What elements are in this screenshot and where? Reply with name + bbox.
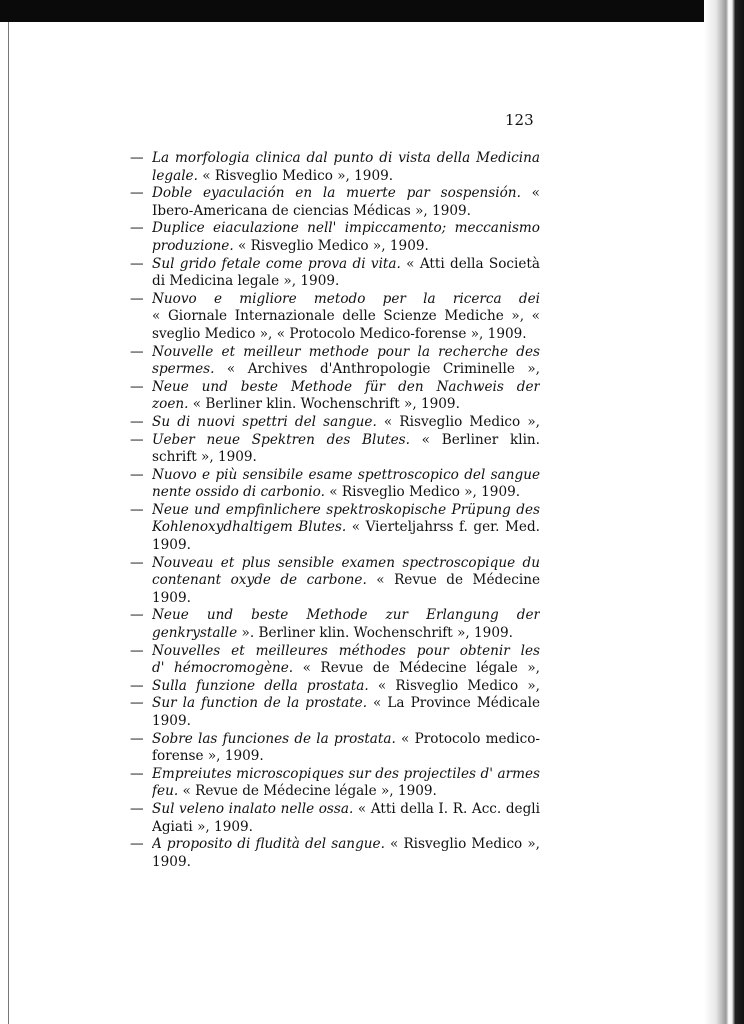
bibliography-entry xyxy=(130,607,542,642)
entry-text xyxy=(152,555,540,573)
entry-title: nente ossido di carbonio. xyxy=(152,484,325,501)
entry-line xyxy=(130,695,542,713)
entry-source: « Berliner klin. xyxy=(421,431,540,448)
entry-text xyxy=(152,731,540,749)
entry-title: Sobre las funciones de la prostata. xyxy=(152,730,396,747)
entry-title: Empreiutes microscopiques sur des projectiles d' armes xyxy=(152,765,540,782)
entry-line xyxy=(130,713,542,731)
entry-text xyxy=(152,396,540,414)
entry-text xyxy=(152,150,540,168)
entry-line xyxy=(130,660,542,678)
bibliography-entry xyxy=(130,379,542,414)
entry-title: Nouvelle et meilleur methode pour la recherche des xyxy=(152,343,540,360)
entry-text xyxy=(152,344,540,362)
entry-line xyxy=(130,256,542,274)
entry-title: zoen. xyxy=(152,396,189,413)
entry-text xyxy=(152,379,540,397)
page-number: 123 xyxy=(505,111,534,129)
entry-source: « Revue de Médecine xyxy=(376,572,540,589)
entry-source: « Risveglio Medico », xyxy=(384,836,540,853)
entry-text xyxy=(152,449,540,467)
entry-line xyxy=(130,502,542,520)
entry-text xyxy=(152,854,540,872)
entry-text xyxy=(152,783,540,801)
entry-line xyxy=(130,150,542,168)
entry-source: forense », 1909. xyxy=(152,748,264,765)
entry-title: Nuovo e migliore metodo per la ricerca dei xyxy=(152,290,540,307)
bibliography-entry xyxy=(130,256,542,291)
bibliography-entry xyxy=(130,291,542,344)
entry-dash: — xyxy=(130,800,144,817)
entry-dash: — xyxy=(130,677,144,694)
entry-dash: — xyxy=(130,378,144,395)
entry-title: produzione. xyxy=(152,237,234,254)
entry-line xyxy=(130,590,542,608)
entry-title: legale. xyxy=(152,167,198,184)
entry-title: Neue und empfinlichere spektroskopische Prüpung des xyxy=(152,501,540,518)
bibliography-entry xyxy=(130,555,542,608)
entry-line xyxy=(130,379,542,397)
entry-source: Agiati », 1909. xyxy=(152,818,253,835)
entry-title: Nouveau et plus sensible examen spectroscopique du xyxy=(152,554,540,571)
entry-line xyxy=(130,467,542,485)
entry-source: « Atti della I. R. Acc. degli xyxy=(353,800,540,817)
entry-line xyxy=(130,748,542,766)
bibliography-entry xyxy=(130,643,542,678)
entry-dash: — xyxy=(130,220,144,237)
entry-text xyxy=(152,572,540,590)
entry-text xyxy=(152,220,540,238)
entry-line xyxy=(130,678,542,696)
bibliography-entry xyxy=(130,731,542,766)
entry-line xyxy=(130,643,542,661)
entry-line xyxy=(130,537,542,555)
bibliography-entry xyxy=(130,414,542,432)
entry-text xyxy=(152,836,540,854)
entry-line xyxy=(130,203,542,221)
entry-text xyxy=(152,502,540,520)
entry-source: 1909. xyxy=(152,537,191,554)
entry-dash: — xyxy=(130,150,144,166)
bibliography-list xyxy=(130,150,542,871)
entry-source: « xyxy=(531,185,540,202)
entry-dash: — xyxy=(130,185,144,202)
entry-text xyxy=(152,273,540,291)
bibliography-entry xyxy=(130,150,542,185)
entry-title: Nouvelles et meilleures méthodes pour obtenir les xyxy=(152,642,540,659)
entry-source: sveglio Medico », « Protocolo Medico-forense », 1909. xyxy=(152,325,527,342)
entry-dash: — xyxy=(130,607,144,624)
entry-source: 1909. xyxy=(152,713,191,729)
entry-title: spermes. xyxy=(152,361,215,378)
entry-text xyxy=(152,695,540,713)
entry-source: « Berliner klin. Wochenschrift », 1909. xyxy=(188,396,460,413)
entry-title: genkrystalle xyxy=(152,625,238,642)
entry-dash: — xyxy=(130,642,144,659)
entry-text xyxy=(152,185,540,203)
entry-dash: — xyxy=(130,343,144,360)
bibliography-entry xyxy=(130,836,542,871)
bibliography-entry xyxy=(130,801,542,836)
entry-source: Ibero-Americana de ciencias Médicas », 1909. xyxy=(152,202,471,219)
entry-source: « Risveglio Medico », 1909. xyxy=(197,167,394,184)
entry-line xyxy=(130,344,542,362)
entry-title: Ueber neue Spektren des Blutes. xyxy=(152,431,410,448)
entry-text xyxy=(152,432,540,450)
entry-text xyxy=(152,238,540,256)
entry-line xyxy=(130,414,542,432)
entry-dash: — xyxy=(130,554,144,571)
entry-source: « Risveglio Medico », xyxy=(377,677,540,694)
entry-dash: — xyxy=(130,413,144,430)
entry-source: 1909. xyxy=(152,589,191,606)
entry-text xyxy=(152,819,540,837)
entry-text xyxy=(152,467,540,485)
entry-text xyxy=(152,748,540,766)
entry-text xyxy=(152,361,540,379)
bibliography-entry xyxy=(130,695,542,730)
scan-right-edge xyxy=(704,0,744,1024)
entry-dash: — xyxy=(130,255,144,272)
entry-line xyxy=(130,607,542,625)
entry-text xyxy=(152,625,540,643)
entry-title: d' hémocromogène. xyxy=(152,660,294,677)
entry-dash: — xyxy=(130,431,144,448)
bibliography-entry xyxy=(130,432,542,467)
entry-dash: — xyxy=(130,290,144,307)
entry-source: « Protocolo medico- xyxy=(395,730,540,747)
entry-dash: — xyxy=(130,836,144,853)
entry-title: Sul veleno inalato nelle ossa. xyxy=(152,800,354,817)
entry-line xyxy=(130,801,542,819)
entry-title: Nuovo e più sensibile esame spettroscopico del sangue xyxy=(152,466,540,483)
entry-line xyxy=(130,396,542,414)
entry-line xyxy=(130,185,542,203)
bibliography-entry xyxy=(130,185,542,220)
scan-left-edge xyxy=(8,22,9,1024)
entry-line xyxy=(130,484,542,502)
entry-text xyxy=(152,256,540,274)
entry-line xyxy=(130,783,542,801)
entry-title: La morfologia clinica dal punto di vista della Medicina xyxy=(152,150,540,166)
entry-line xyxy=(130,432,542,450)
entry-title: Doble eyaculación en la muerte par sospensión. xyxy=(152,185,521,202)
entry-line xyxy=(130,766,542,784)
entry-line xyxy=(130,220,542,238)
entry-text xyxy=(152,537,540,555)
entry-title: Sur la function de la prostate. xyxy=(152,695,368,712)
entry-text xyxy=(152,414,540,432)
entry-line xyxy=(130,555,542,573)
entry-line xyxy=(130,308,542,326)
entry-line xyxy=(130,273,542,291)
entry-source: « Vierteljahrss f. ger. Med. xyxy=(351,519,540,536)
entry-source: « Risveglio Medico », 1909. xyxy=(324,484,521,501)
entry-source: « Giornale Internazionale delle Scienze Mediche », « xyxy=(152,308,540,325)
bibliography-entry xyxy=(130,467,542,502)
entry-line xyxy=(130,572,542,590)
entry-dash: — xyxy=(130,695,144,712)
entry-text xyxy=(152,766,540,784)
entry-text xyxy=(152,590,540,608)
entry-title: Sulla funzione della prostata. xyxy=(152,677,369,694)
scan-top-border xyxy=(0,0,744,22)
entry-title: Sul grido fetale come prova di vita. xyxy=(152,255,401,272)
entry-text xyxy=(152,291,540,309)
entry-title: feu. xyxy=(152,783,179,800)
entry-text xyxy=(152,519,540,537)
entry-line xyxy=(130,449,542,467)
entry-title: Duplice eiaculazione nell' impiccamento; meccanismo xyxy=(152,220,540,237)
entry-dash: — xyxy=(130,730,144,747)
entry-source: « La Province Médicale xyxy=(373,695,540,712)
entry-source: « Archives d'Anthropologie Criminelle », xyxy=(226,361,540,378)
entry-text xyxy=(152,326,540,344)
entry-dash: — xyxy=(130,765,144,782)
entry-text xyxy=(152,607,540,625)
entry-line xyxy=(130,361,542,379)
entry-source: ». Berliner klin. Wochenschrift », 1909. xyxy=(237,625,513,642)
bibliography-entry xyxy=(130,766,542,801)
bibliography-entry xyxy=(130,678,542,696)
entry-text xyxy=(152,660,540,678)
entry-line xyxy=(130,836,542,854)
bibliography-entry xyxy=(130,502,542,555)
entry-text xyxy=(152,713,540,731)
bibliography-entry xyxy=(130,344,542,379)
bibliography-entry xyxy=(130,220,542,255)
entry-line xyxy=(130,854,542,872)
entry-line xyxy=(130,168,542,186)
entry-line xyxy=(130,291,542,309)
entry-text xyxy=(152,308,540,326)
entry-title: Su di nuovi spettri del sangue. xyxy=(152,413,377,430)
entry-source: « Revue de Médecine légale », xyxy=(302,660,540,677)
entry-dash: — xyxy=(130,466,144,483)
entry-title: contenant oxyde de carbone. xyxy=(152,572,367,589)
entry-source: 1909. xyxy=(152,853,191,870)
entry-text xyxy=(152,168,540,186)
entry-line xyxy=(130,326,542,344)
entry-text xyxy=(152,678,540,696)
entry-title: Neue und beste Methode für den Nachweis der xyxy=(152,378,540,395)
entry-text xyxy=(152,801,540,819)
entry-source: schrift », 1909. xyxy=(152,449,257,466)
entry-source: « Risveglio Medico », 1909. xyxy=(233,237,429,254)
entry-text xyxy=(152,203,540,221)
entry-text xyxy=(152,643,540,661)
entry-line xyxy=(130,625,542,643)
entry-text xyxy=(152,484,540,502)
entry-line xyxy=(130,731,542,749)
entry-title: Neue und beste Methode zur Erlangung der xyxy=(152,607,540,624)
entry-source: « Atti della Società xyxy=(400,255,540,272)
entry-line xyxy=(130,819,542,837)
entry-line xyxy=(130,519,542,537)
entry-dash: — xyxy=(130,501,144,518)
entry-source: « Revue de Médecine légale », 1909. xyxy=(178,783,437,800)
entry-source: di Medicina legale », 1909. xyxy=(152,273,340,290)
entry-line xyxy=(130,238,542,256)
entry-title: A proposito di fludità del sangue. xyxy=(152,836,385,853)
entry-source: « Risveglio Medico », xyxy=(383,413,540,430)
entry-title: Kohlenoxydhaltigem Blutes. xyxy=(152,519,347,536)
